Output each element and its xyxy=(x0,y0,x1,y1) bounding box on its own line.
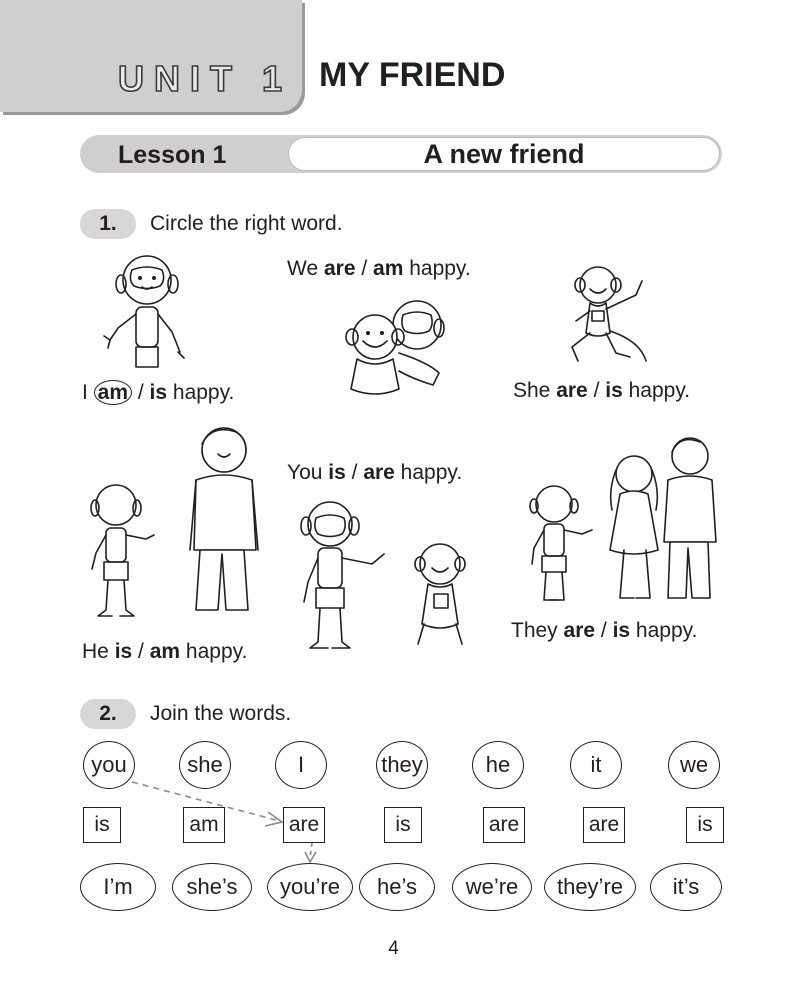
sentence-end: happy. xyxy=(403,257,471,280)
pronoun-they[interactable]: they xyxy=(376,741,428,789)
exercise1-number: 1. xyxy=(80,209,136,239)
verb-box[interactable]: is xyxy=(384,807,422,843)
pronoun-he[interactable]: he xyxy=(472,741,524,789)
sentence-subject: I xyxy=(82,381,94,404)
pronoun-she[interactable]: she xyxy=(179,741,231,789)
pronoun-it[interactable]: it xyxy=(570,741,622,789)
option-a[interactable]: are xyxy=(323,257,356,280)
sentence-end: happy. xyxy=(622,379,691,402)
option-b[interactable]: am xyxy=(149,640,181,663)
contraction-oval[interactable]: she’s xyxy=(172,863,252,911)
option-a[interactable]: is xyxy=(328,461,346,484)
contraction-oval[interactable]: it’s xyxy=(650,863,722,911)
sentence-subject: They xyxy=(511,619,564,642)
sentence-subject: He xyxy=(82,640,115,663)
unit-title: MY FRIEND xyxy=(319,56,506,94)
sentence-subject: She xyxy=(513,379,557,402)
separator: / xyxy=(587,379,606,402)
verb-box[interactable]: am xyxy=(183,807,225,843)
separator: / xyxy=(132,640,150,663)
option-b[interactable]: am xyxy=(373,257,404,280)
contraction-oval[interactable]: you’re xyxy=(267,863,353,911)
separator: / xyxy=(132,381,150,404)
pronoun-we[interactable]: we xyxy=(668,741,720,789)
sentence-subject: You xyxy=(287,461,329,484)
exercise2-instruction: Join the words. xyxy=(150,702,292,725)
option-b[interactable]: is xyxy=(605,379,623,402)
lesson-title: A new friend xyxy=(423,139,585,169)
pronoun-i[interactable]: I xyxy=(275,741,327,789)
pronoun-you[interactable]: you xyxy=(83,741,135,789)
verb-box[interactable]: are xyxy=(583,807,625,843)
sentence-end: happy. xyxy=(180,640,248,663)
separator: / xyxy=(595,619,613,642)
verb-box[interactable]: is xyxy=(686,807,724,843)
contraction-oval[interactable]: we’re xyxy=(452,863,532,911)
option-b[interactable]: is xyxy=(612,619,631,642)
contraction-oval[interactable]: they’re xyxy=(544,863,636,911)
sentence-end: happy. xyxy=(630,619,698,642)
sentence-end: happy. xyxy=(394,461,463,484)
unit-label: UNIT 1 xyxy=(118,58,293,99)
option-b[interactable]: is xyxy=(149,381,168,404)
separator: / xyxy=(345,461,364,484)
sentence-end: happy. xyxy=(167,381,235,404)
separator: / xyxy=(355,257,374,280)
contraction-oval[interactable]: he’s xyxy=(359,863,435,911)
verb-box[interactable]: are xyxy=(483,807,525,843)
exercise2-number: 2. xyxy=(80,699,136,729)
option-b[interactable]: are xyxy=(363,461,395,484)
option-a[interactable]: are xyxy=(556,379,588,402)
page-number: 4 xyxy=(388,938,399,959)
option-a[interactable]: is xyxy=(114,640,133,663)
exercise1-instruction: Circle the right word. xyxy=(150,212,343,235)
sentence-subject: We xyxy=(287,257,324,280)
option-a[interactable]: are xyxy=(563,619,596,642)
option-a-circled[interactable]: am xyxy=(94,380,132,405)
verb-box[interactable]: is xyxy=(83,807,121,843)
contraction-oval[interactable]: I’m xyxy=(80,863,156,911)
lesson-label: Lesson 1 xyxy=(118,141,227,169)
verb-box[interactable]: are xyxy=(283,807,325,843)
